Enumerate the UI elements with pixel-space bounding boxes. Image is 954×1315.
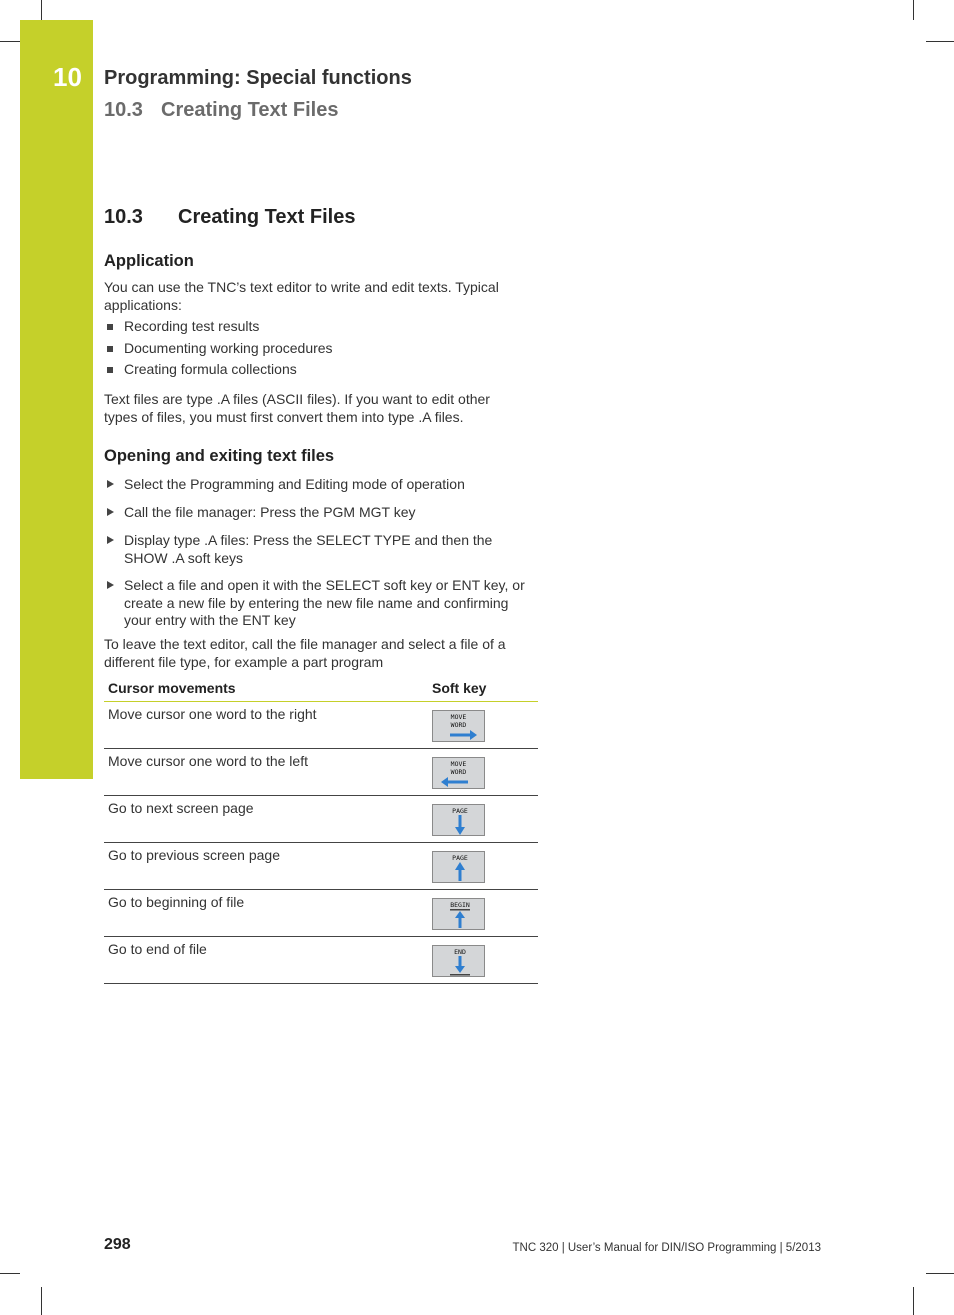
step-item: Display type .A files: Press the SELECT TYPE and then the SHOW .A soft keys: [104, 532, 544, 567]
table-row: [104, 796, 538, 843]
softkey-move-word-right[interactable]: [432, 710, 485, 742]
crop-mark: [41, 0, 42, 20]
softkey-label: WORD: [450, 768, 467, 776]
triangle-bullet-icon: [107, 536, 114, 544]
row-description: Move cursor one word to the right: [108, 706, 317, 722]
table-row: [104, 890, 538, 937]
page-number: 298: [104, 1236, 131, 1253]
triangle-bullet-icon: [107, 581, 114, 589]
triangle-bullet-icon: [107, 508, 114, 516]
leave-editor-text: [104, 636, 544, 671]
crop-mark: [41, 1287, 42, 1315]
text-line: To leave the text editor, call the file manager and select a file of a: [104, 636, 506, 652]
arrow-up-icon: [455, 862, 465, 881]
row-description: Go to beginning of file: [108, 894, 245, 910]
row-description: Go to next screen page: [108, 800, 254, 816]
text-line: You can use the TNC’s text editor to write and edit texts. Typical: [104, 279, 499, 295]
softkey-label: WORD: [450, 721, 467, 729]
softkey-label: END: [454, 948, 466, 956]
table-row: [104, 843, 538, 890]
arrow-down-icon: [455, 815, 465, 835]
arrow-up-to-line-icon: [450, 909, 470, 928]
crop-mark: [0, 1273, 20, 1274]
softkey-label: PAGE: [452, 854, 468, 862]
chapter-sidebar: [20, 20, 93, 779]
crop-mark: [926, 1273, 954, 1274]
list-item: Creating formula collections: [104, 361, 544, 379]
row-description: Go to end of file: [108, 941, 207, 957]
application-intro: [104, 279, 544, 314]
crop-mark: [0, 41, 20, 42]
square-bullet-icon: [107, 367, 113, 373]
arrow-right-icon: [450, 730, 477, 740]
step-item: Call the file manager: Press the PGM MGT key: [104, 504, 544, 522]
table-row: [104, 749, 538, 796]
column-header-soft-key: Soft key: [432, 680, 487, 696]
table-header: [104, 678, 538, 702]
softkey-label: MOVE: [450, 713, 467, 721]
square-bullet-icon: [107, 346, 113, 352]
table-row: [104, 937, 538, 984]
softkey-begin[interactable]: [432, 898, 485, 930]
list-item: Recording test results: [104, 318, 544, 336]
text-line: different file type, for example a part program: [104, 653, 384, 670]
softkey-page-up[interactable]: [432, 851, 485, 883]
cursor-movements-table: [104, 678, 538, 984]
text-line: Text files are type .A files (ASCII files). If you want to edit other: [104, 391, 490, 407]
softkey-move-word-left[interactable]: [432, 757, 485, 789]
arrow-left-icon: [441, 777, 468, 787]
section-heading: [104, 206, 355, 229]
crop-mark: [913, 0, 914, 20]
softkey-label: BEGIN: [450, 901, 470, 909]
list-item: Documenting working procedures: [104, 340, 544, 358]
running-section-header: [104, 99, 338, 122]
row-description: Go to previous screen page: [108, 847, 280, 863]
chapter-title: Programming: Special functions: [104, 67, 412, 89]
step-item: Select the Programming and Editing mode of operation: [104, 476, 544, 494]
softkey-label: PAGE: [452, 807, 468, 815]
section-number: 10.3: [104, 206, 143, 228]
file-type-note: [104, 391, 544, 426]
crop-mark: [926, 41, 954, 42]
chapter-number: 10: [53, 62, 82, 92]
text-line: types of files, you must first convert them into type .A files.: [104, 408, 464, 425]
section-title: Creating Text Files: [178, 206, 356, 228]
softkey-label: MOVE: [450, 760, 467, 768]
softkey-page-down[interactable]: [432, 804, 485, 836]
softkey-end[interactable]: [432, 945, 485, 977]
running-section-title: Creating Text Files: [161, 99, 339, 121]
row-description: Move cursor one word to the left: [108, 753, 308, 769]
application-heading: Application: [104, 252, 194, 270]
text-line: applications:: [104, 296, 182, 313]
table-row: [104, 702, 538, 749]
running-section-number: 10.3: [104, 99, 143, 121]
crop-mark: [913, 1287, 914, 1315]
step-item: Select a file and open it with the SELECT soft key or ENT key, or create a new file by entering the new file name and confirming your entry with the ENT key: [104, 577, 544, 630]
footer-text: TNC 320 | User’s Manual for DIN/ISO Programming | 5/2013: [512, 1242, 821, 1254]
opening-heading: Opening and exiting text files: [104, 447, 335, 465]
column-header-cursor-movements: Cursor movements: [108, 680, 236, 696]
arrow-down-to-line-icon: [450, 956, 470, 976]
square-bullet-icon: [107, 324, 113, 330]
triangle-bullet-icon: [107, 480, 114, 488]
